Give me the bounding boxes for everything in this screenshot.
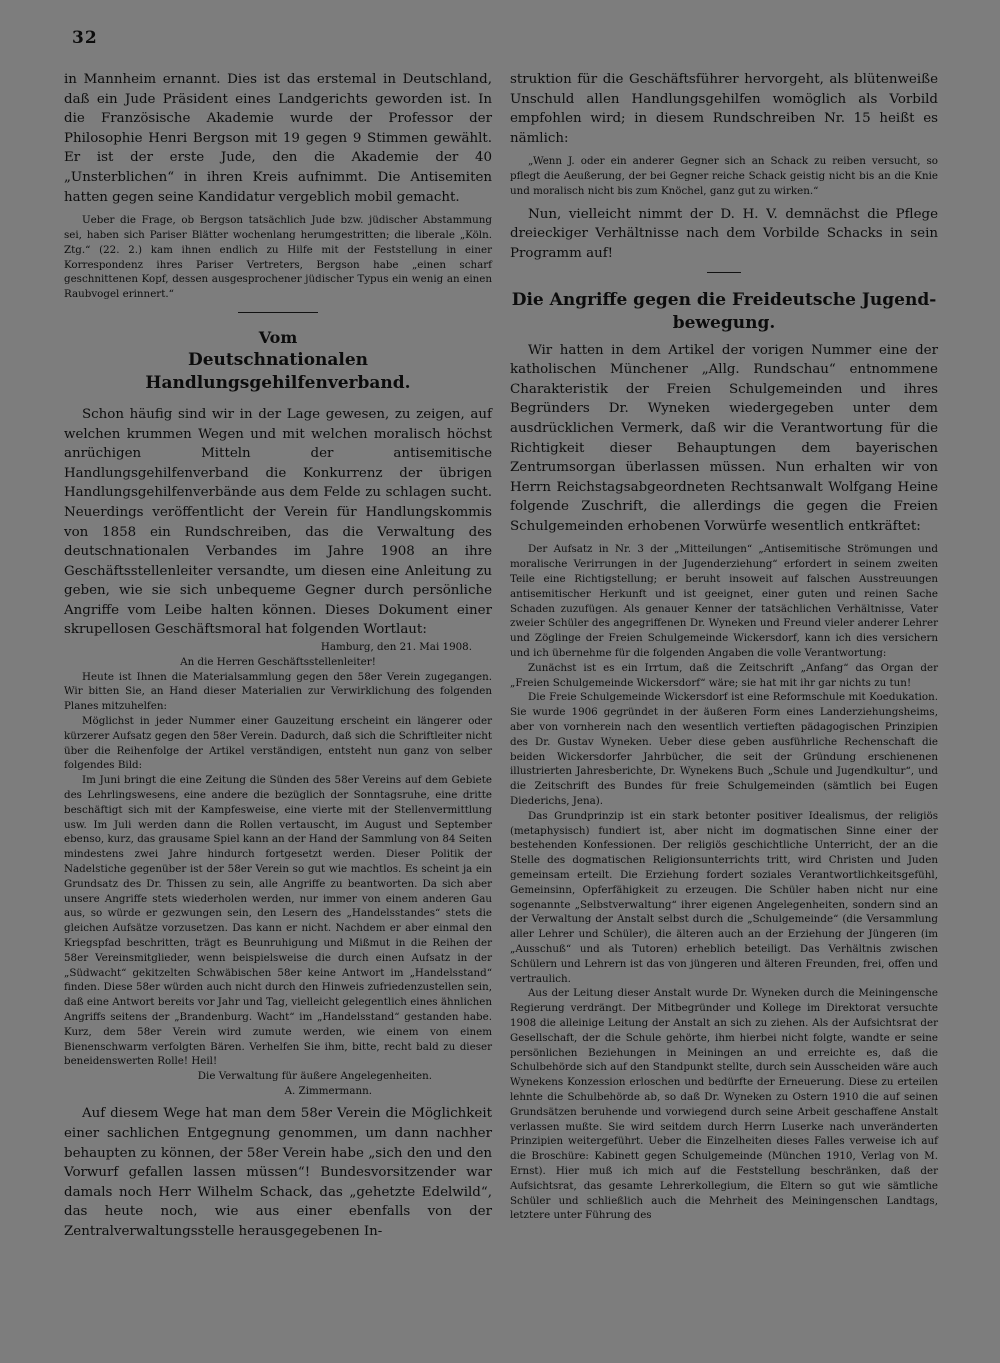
article-heading-line2: bewegung. <box>672 312 776 333</box>
letter-paragraph: Heute ist Ihnen die Materialsammlung gegen den 58er Verein zugegangen. Wir bitten Sie, an Hand dieser Materialien zur Verwirklichung des folgenden Planes mitzuhelfen: <box>64 670 492 713</box>
letter-date: Hamburg, den 21. Mai 1908. <box>320 641 472 654</box>
quote: „Wenn J. oder ein anderer Gegner sich an Schack zu reiben versucht, so pflegt die Aeußerung, der bei Gegner reiche Schack geistig nicht bis an die Knie und moralisch nicht bis zum Knöchel, ganz gut zu wirken.“ <box>510 155 938 197</box>
divider <box>707 272 741 273</box>
letter-signature-name: A. Zimmermann. <box>284 1084 372 1097</box>
divider <box>238 312 318 313</box>
paragraph: in Mannheim ernannt. Dies ist das erstemal in Deutschland, daß ein Jude Präsident eines Landgerichts geworden ist. In die Französische Akademie wurde der Professor der Philosophie Henri Bergson mit 19 gegen 9 Stimmen gewählt. Er ist der erste Jude, den die Akademie der 40 „Unsterblichen“ in ihren Kreis aufnimmt. Die Antisemiten hatten gegen seine Kandidatur vergeblich mobil gemacht. <box>64 72 492 205</box>
small-paragraph: Die Freie Schulgemeinde Wickersdorf ist eine Reformschule mit Koedukation. Sie wurde 1906 gegründet in der äußeren Form eines Landerziehungsheims, aber von vornherein nach den wesentlich vertieften pädagogischen Prinzipien des Dr. Gustav Wyneken. Ueber diese geben ausführliche Rechenschaft die beiden Wickersdorfer Jahrbücher, die seit der Gründung erschienenen illustrierten Jahresberichte, Dr. Wynekens Buch „Schule und Jugendkultur“, und die Zeitschrift des Bundes für freie Schulgemeinden (sämtlich bei Eugen Diederichs, Jena). <box>510 691 938 808</box>
article-heading-line2: Deutschnationalen Handlungsgehilfenverband. <box>145 349 411 393</box>
small-paragraph: Zunächst ist es ein Irrtum, daß die Zeitschrift „Anfang“ das Organ der „Freien Schulgemeinde Wickersdorf“ wäre; sie hat mit ihr gar nichts zu tun! <box>510 661 938 689</box>
letter-paragraph: Möglichst in jeder Nummer einer Gauzeitung erscheint ein längerer oder kürzerer Aufsatz gegen den 58er Verein. Dadurch, daß sich die Schriftleiter nicht über die Reihenfolge der Artikel verständigen, entsteht nun ganz von selber folgendes Bild: <box>64 715 492 772</box>
paragraph: Nun, vielleicht nimmt der D. H. V. demnächst die Pflege dreieckiger Verhältnisse nach dem Vorbilde Schacks in sein Programm auf! <box>510 206 938 261</box>
letter-paragraph: Im Juni bringt die eine Zeitung die Sünden des 58er Vereins auf dem Gebiete des Lehrlingswesens, eine andere die bezüglich der Sonntagsruhe, eine dritte beschäftigt sich mit der Kampfesweise, eine vierte mit der Stellenvermittlung usw. Im Juli werden dann die Rollen vertauscht, im August und September ebenso, kurz, das grausame Spiel kann an der Hand der Sammlung von 84 Seiten mindestens zwei Jahre hindurch fortgesetzt werden. Dieser Politik der Nadelstiche gegenüber ist der 58er Verein so gut wie machtlos. Es scheint ja ein Grundsatz des Dr. Thissen zu sein, alle Angriffe zu beantworten. Da sich aber unsere Angriffe stets wiederholen werden, nur immer von einem anderen Gau aus, so würde er gezwungen sein, den Lesern des „Handelsstandes“ stets die gleichen Aufsätze vorzusetzen. Das kann er nicht. Nachdem er aber einmal den Kriegspfad beschritten, trägt es Beunruhigung und Mißmut in die Reihen der 58er Vereinsmitglieder, wenn beispielsweise die durch einen Aufsatz in der „Südwacht“ gekitzelten Schwäbischen 58er keine Antwort im „Handelsstand“ finden. Diese 58er würden auch nicht durch den Hinweis zufriedenzustellen sein, daß eine Antwort bereits vor Jahr und Tag, vielleicht gelegentlich eines ähnlichen Angriffs seitens der „Brandenburg. Wacht“ im „Handelsstand“ gestanden habe. Kurz, dem 58er Verein wird zumute werden, wie einem von einem Bienenschwarm verfolgten Bären. Verhelfen Sie ihm, bitte, recht bald zu dieser beneidenswerten Rolle! Heil! <box>64 774 493 1068</box>
paragraph: Schon häufig sind wir in der Lage gewesen, zu zeigen, auf welchen krummen Wegen und mit welchen moralisch höchst anrüchigen Mitteln der antisemitische Handlungsgehilfenverband die Konkurrenz der übrigen Handlungsgehilfenverbände aus dem Felde zu schlagen sucht. Neuerdings veröffentlicht der Verein für Handlungskommis von 1858 ein Rundschreiben, das die Verwaltung des deutschnationalen Verbandes im Jahre 1908 an ihre Geschäftsstellenleiter versandte, um diesen eine Anleitung zu geben, wie sie sich unbequeme Gegner durch persönliche Angriffe vom Leibe halten können. Dieses Dokument einer skrupellosen Geschäftsmoral hat folgenden Wortlaut: <box>64 406 492 638</box>
small-paragraph: Aus der Leitung dieser Anstalt wurde Dr. Wyneken durch die Meiningensche Regierung verdrängt. Der Mitbegründer und Kollege im Direktorat versuchte 1908 die alleinige Leitung der Anstalt an sich zu ziehen. Als der Aufsichtsrat der Gesellschaft, der die Schule gehörte, ihm hierbei nicht folgte, wandte er seine persönlichen Beziehungen in Meiningen an und erreichte es, daß die Schulbehörde sich auf den Standpunkt stellte, durch sein Ausscheiden wäre auch Wynekens Konzession erloschen und bedürfte der Erneuerung. Diese zu erteilen lehnte die Schulbehörde ab, so daß Dr. Wyneken zu Ostern 1910 die auf seinen Grundsätzen beruhende und vorwiegend durch seine Arbeit geschaffene Anstalt verlassen mußte. Sie wird seitdem durch Herrn Luserke nach unveränderten Prinzipien weitergeführt. Ueber die Einzelheiten dieses Falles verweise ich auf die Broschüre: Kabinett gegen Schulgemeinde (München 1910, Verlag von M. Ernst). Hier muß ich mich auf die Feststellung beschränken, daß der Aufsichtsrat, das gesamte Lehrerkollegium, die Eltern so gut wie sämtliche Schüler und schließlich auch die Mehrheit des Meiningenschen Landtags, letztere unter Führung des <box>510 987 938 1222</box>
right-column <box>510 70 938 1223</box>
small-paragraph: Ueber die Frage, ob Bergson tatsächlich Jude bzw. jüdischer Abstammung sei, haben sich Pariser Blätter wochenlang herumgestritten; die liberale „Köln. Ztg.“ (22. 2.) kam ihnen endlich zu Hilfe mit der Feststellung in einer Korrespondenz ihres Pariser Vertreters, Bergson habe „einen scharf geschnittenen Kopf, dessen ausgesprochener jüdischer Typus ein wenig an einen Raubvogel erinnert.“ <box>64 214 492 301</box>
letter-salutation: An die Herren Geschäftsstellenleiter! <box>180 655 376 668</box>
article-heading-line1: Die Angriffe gegen die Freideutsche Jugend- <box>511 289 937 310</box>
small-paragraph: Das Grundprinzip ist ein stark betonter positiver Idealismus, der religiös (metaphysisch) fundiert ist, aber nicht im dogmatischen Sinne einer der bestehenden Konfessionen. Der religiös geschichtliche Unterricht, der an die Stelle des dogmatischen Religionsunterrichts tritt, wird Christen und Juden gemeinsam erteilt. Die Erziehung fordert soziales Verantwortlichkeitsgefühl, Gemeinsinn, Opferfähigkeit zu erzeugen. Die Schüler haben nicht nur eine sogenannte „Selbstverwaltung“ ihrer eigenen Angelegenheiten, sondern sind an der Verwaltung der Anstalt selbst durch die „Schulgemeinde“ (die Versammlung aller Lehrer und Schüler), die älteren auch an der Erziehung der Jüngeren (im „Ausschuß“ und als Tutoren) erheblich beteiligt. Das Verhältnis zwischen Schülern und Lehrern ist das von jüngeren und älteren Freunden, frei, offen und vertraulich. <box>510 809 938 985</box>
page-number: 32 <box>72 28 98 48</box>
letter-signature-office: Die Verwaltung für äußere Angelegenheiten. <box>197 1070 432 1083</box>
paragraph: Wir hatten in dem Artikel der vorigen Nummer eine der katholischen Münchener „Allg. Rundschau“ entnommene Charakteristik der Freien Schulgemeinden und ihres Begründers Dr. Wyneken wiedergegeben unter dem ausdrücklichen Vermerk, daß wir die Verantwortung für die Richtigkeit dieser Behauptungen dem bayerischen Zentrumsorgan überlassen müssen. Nun erhalten wir von Herrn Reichstagsabgeordneten Rechtsanwalt Wolfgang Heine folgende Zuschrift, die allerdings die gegen die Freien Schulgemeinden erhobenen Vorwürfe wesentlich entkräftet: <box>510 342 938 534</box>
paragraph: Auf diesem Wege hat man dem 58er Verein die Möglichkeit einer sachlichen Entgegnung genommen, um dann nachher behaupten zu können, der 58er Verein habe „sich den und den Vorwurf gefallen lassen müssen“! Bundesvorsitzender war damals noch Herr Wilhelm Schack, das „gehetzte Edelwild“, das heute noch, wie aus einer ebenfalls von der Zentralverwaltungsstelle herausgegebenen In- <box>64 1106 492 1239</box>
article-heading-line1: Vom <box>258 327 298 347</box>
left-column <box>64 70 492 1242</box>
small-paragraph: Der Aufsatz in Nr. 3 der „Mitteilungen“ „Antisemitische Strömungen und moralische Verirrungen in der Jugenderziehung“ erfordert in seinem zweiten Teile eine Richtigstellung; er beruht insoweit auf falschen Ausstreuungen antisemitischer Herkunft und ist geeignet, einer guten und reinen Sache Schaden zuzufügen. Als genauer Kenner der tatsächlichen Verhältnisse, Vater zweier Schüler des angegriffenen Dr. Wyneken und Freund vieler anderer Lehrer und Zöglinge der Freien Schulgemeinde Wickersdorf, kann ich dies versichern und ich übernehme für die folgenden Angaben die volle Verantwortung: <box>510 543 938 660</box>
paragraph: struktion für die Geschäftsführer hervorgeht, als blütenweiße Unschuld allen Handlungsgehilfen womöglich als Vorbild empfohlen wird; in diesem Rundschreiben Nr. 15 heißt es nämlich: <box>510 72 938 146</box>
